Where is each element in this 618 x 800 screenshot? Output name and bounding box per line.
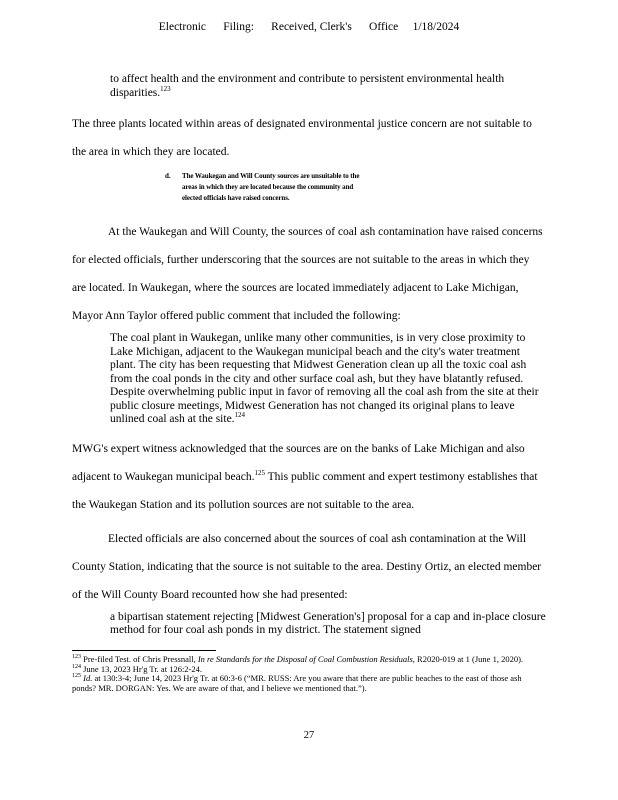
page-content — [0, 33, 618, 638]
blockquote-ortiz: a bipartisan statement rejecting [Midwest Generation's] proposal for a cap and in-place closure method for four coal ash ponds in my district. The statement signed — [110, 610, 546, 636]
paragraph-waukegan-intro: At the Waukegan and Will County, the sources of coal ash contamination have raised concerns for elected officials, further underscoring that the sources are not suitable to the areas in which they are located. In Waukegan, where the sources are located immediately adjacent to Lake Michigan, Mayor Ann Taylor offered public comment that included the following: — [72, 226, 543, 322]
footnote-124-number: 124 — [72, 663, 81, 670]
footnote-123-case-name: In re Standards for the Disposal of Coal Combustion Residuals — [197, 654, 413, 664]
footnote-125-id-cite: Id. — [83, 673, 93, 683]
footnote-123-text-after: , R2020-019 at 1 (June 1, 2020). — [412, 654, 524, 664]
footnote-area — [72, 650, 546, 693]
mwg-text-part2: This public comment and expert testimony establishes that the Waukegan Station and its pollution sources are not suitable to the area. — [72, 470, 538, 511]
footnote-125-text: at 130:3-4; June 14, 2023 Hr'g Tr. at 60:3-6 (“MR. RUSS: Are you aware that there are public beaches to the east of those ash ponds? MR. DORGAN: Yes. We are aware of that, and I believe we mentioned that.”). — [72, 673, 522, 693]
paragraph-mwg-expert — [72, 435, 546, 519]
subheading-d-text: The Waukegan and Will County sources are unsuitable to the areas in which they are located because the community and elected officials have raised concerns. — [182, 172, 360, 202]
mwg-text-part1: MWG's expert witness acknowledged that the sources are on the banks of Lake Michigan and also adjacent to Waukegan municipal beach. — [72, 442, 525, 483]
paragraph-three-plants: The three plants located within areas of designated environmental justice concern are not suitable to the area in which they are located. — [72, 118, 532, 158]
footnote-124-text: June 13, 2023 Hr'g Tr. at 126:2-24. — [83, 663, 203, 674]
paragraph-carryover — [110, 73, 546, 100]
page-number: 27 — [303, 730, 315, 741]
footnote-ref-123: 123 — [160, 84, 171, 93]
footnote-separator-line — [72, 650, 216, 651]
subheading-d — [165, 171, 546, 204]
footnote-123-text-before: Pre-filed Test. of Chris Pressnall, — [83, 654, 198, 664]
carryover-text: to affect health and the environment and contribute to persistent environmental health disparities. — [110, 73, 505, 99]
footnote-125 — [72, 674, 546, 693]
blockquote-mayor-taylor — [110, 332, 546, 427]
filing-stamp: Electronic Filing: Received, Clerk's Office 1/18/2024 — [158, 21, 460, 33]
footnote-125-number: 125 — [72, 673, 81, 680]
footnote-123-number: 123 — [72, 654, 81, 661]
footnote-ref-125: 125 — [254, 468, 265, 477]
footnote-ref-124: 124 — [234, 411, 246, 420]
blockquote-taylor-text: The coal plant in Waukegan, unlike many other communities, is in very close proximity to Lake Michigan, adjacent to the Waukegan municipal beach and the city's water treatment plant. The city has been requesting that Midwest Generation clean up all the toxic coal ash from the coal ponds in the city and other surface coal ash, but they have blatantly refused. Despite overwhelming public input in favor of removing all the coal ash from the site at their public closure meetings, Midwest Generation has not changed its original plans to leave unlined coal ash at the site. — [110, 332, 539, 425]
subheading-d-label: d. — [165, 172, 171, 180]
paragraph-elected-officials: Elected officials are also concerned about the sources of coal ash contamination at the Will County Station, indicating that the source is not suitable to the area. Destiny Ortiz, an elected member of the Will County Board recounted how she had presented: — [72, 532, 542, 601]
